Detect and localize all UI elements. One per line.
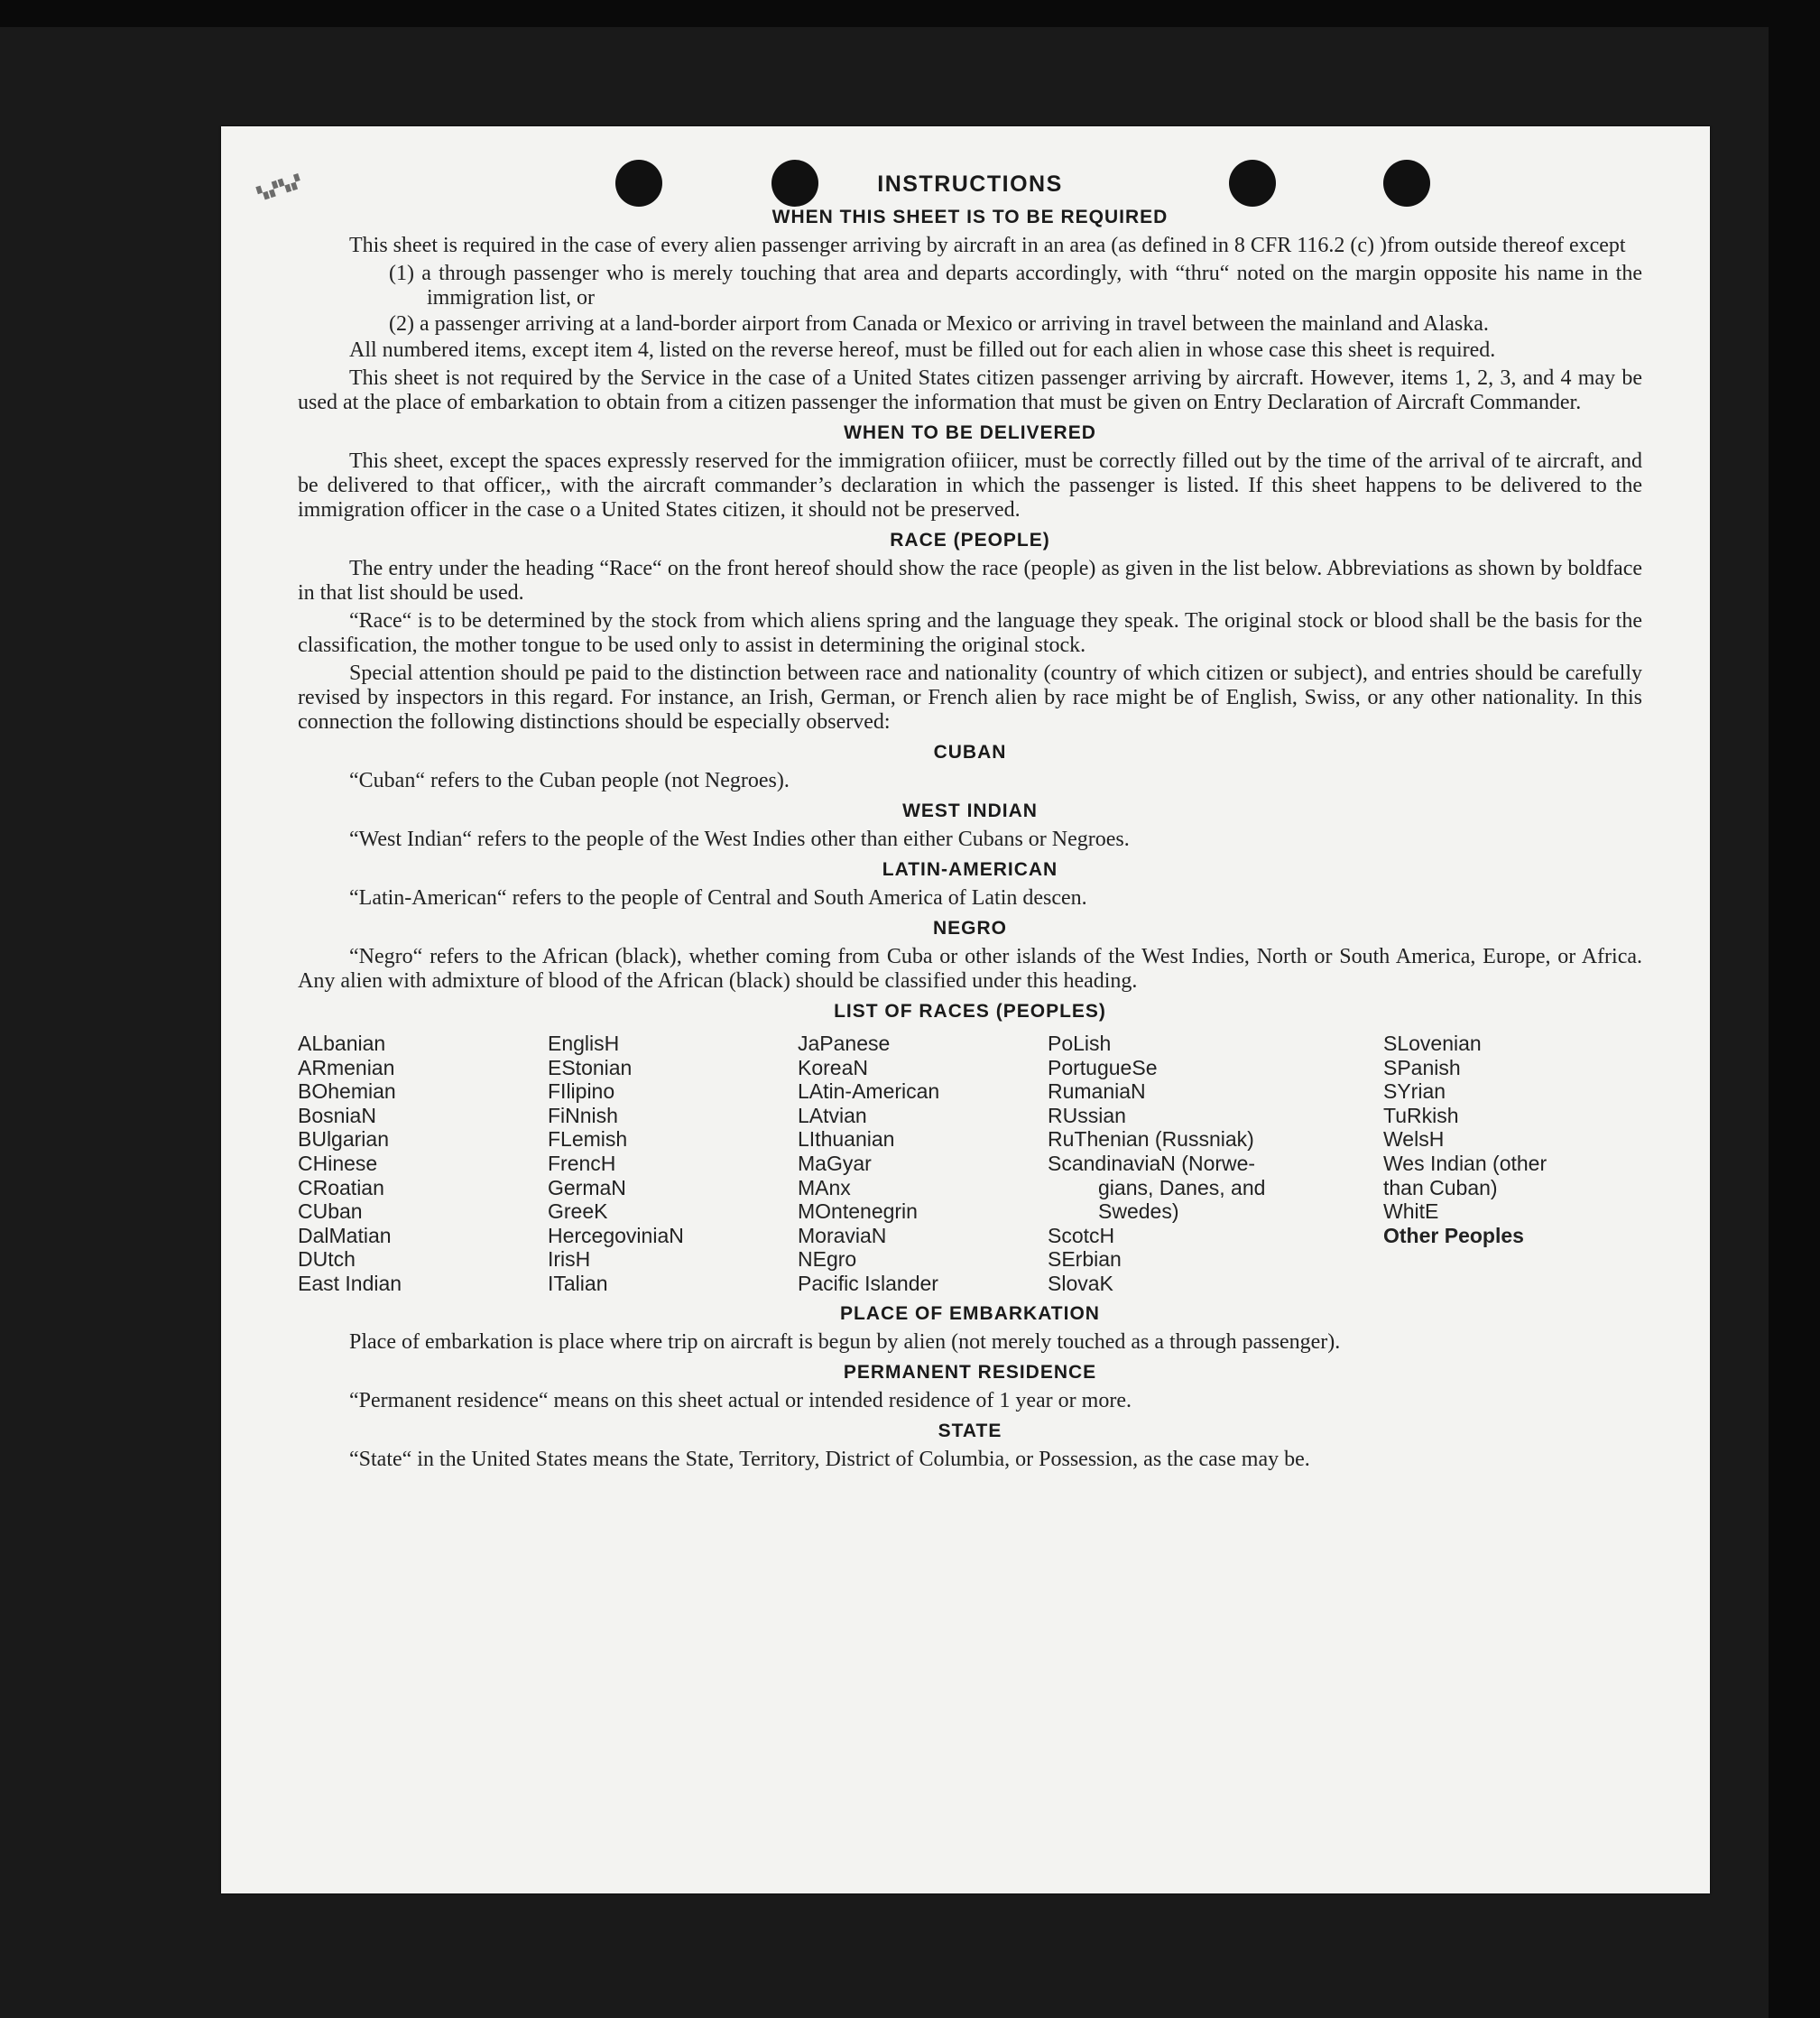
race-entry: CRoatian: [298, 1175, 384, 1199]
race-entry: MoraviaN: [798, 1223, 887, 1247]
race-entry: SPanish: [1383, 1055, 1461, 1079]
race-entry: LIthuanian: [798, 1127, 895, 1152]
race-entry: WelsH: [1383, 1127, 1445, 1152]
race-entry: GermaN: [548, 1175, 626, 1199]
race-entry: DUtch: [298, 1247, 356, 1272]
race-entry: MaGyar: [798, 1151, 872, 1175]
paragraph: “Negro“ refers to the African (black), whether coming from Cuba or other islands of the West Indies, North or South America, Europe, or Africa. Any alien with admixture of blood of the African (black) should be classified under this heading.: [298, 945, 1642, 993]
heading-place-of-embarkation: PLACE OF EMBARKATION: [840, 1302, 1100, 1324]
race-entry: FIlipino: [548, 1079, 615, 1104]
race-entry: ITalian: [548, 1271, 608, 1295]
race-entry: TuRkish: [1383, 1103, 1459, 1127]
race-entry: SYrian: [1383, 1079, 1446, 1104]
race-entry: BosniaN: [298, 1103, 376, 1127]
race-entry: DalMatian: [298, 1223, 392, 1247]
paragraph: This sheet is not required by the Service in the case of a United States citizen passenger arriving by aircraft. However, items 1, 2, 3, and 4 may be used at the place of embarkation to obtain from a citizen passenger the information that must be given on Entry Declaration of Aircraft Commander.: [298, 366, 1642, 414]
paragraph: “Race“ is to be determined by the stock from which aliens spring and the language they speak. The original stock or blood shall be the basis for the classification, the mother tongue to be used only to assist in determining the original stock.: [298, 609, 1642, 657]
scan-border-top: [0, 0, 1820, 27]
races-column-2: [548, 1032, 798, 1296]
races-column-1: [298, 1032, 548, 1296]
race-entry: NEgro: [798, 1247, 857, 1272]
race-entry-continuation: than Cuban): [1383, 1175, 1498, 1199]
race-entry: EStonian: [548, 1055, 633, 1079]
punch-hole: [771, 160, 818, 207]
race-entry: BUlgarian: [298, 1127, 389, 1152]
race-entry: ALbanian: [298, 1032, 386, 1055]
punch-hole: [1229, 160, 1276, 207]
race-entry: SErbian: [1048, 1247, 1122, 1272]
list-item: (1) a through passenger who is merely touching that area and departs accordingly, with “thru“ noted on the margin opposite his name in the immigration list, or: [389, 262, 1642, 310]
race-entry: FiNnish: [548, 1103, 618, 1127]
heading-state: STATE: [938, 1420, 1002, 1441]
heading-list-of-races: LIST OF RACES (PEOPLES): [834, 1001, 1106, 1022]
punch-hole: [1383, 160, 1430, 207]
race-entry: CUban: [298, 1199, 363, 1224]
heading-when-delivered: WHEN TO BE DELIVERED: [844, 422, 1096, 443]
race-entry: RumaniaN: [1048, 1079, 1146, 1104]
heading-permanent-residence: PERMANENT RESIDENCE: [843, 1361, 1097, 1383]
race-entry: HercegoviniaN: [548, 1223, 684, 1247]
races-column-5: [1383, 1032, 1631, 1296]
race-entry: LAtin-American: [798, 1079, 940, 1104]
scan-border-right: [1769, 0, 1820, 2018]
faded-stamp-mark: ▚▞▚▞: [255, 173, 305, 202]
race-entry: ARmenian: [298, 1055, 395, 1079]
paragraph: All numbered items, except item 4, listed on the reverse hereof, must be filled out for each alien in whose case this sheet is required.: [349, 338, 1496, 362]
heading-race: RACE (PEOPLE): [890, 530, 1050, 551]
document-page: [221, 126, 1710, 1893]
race-entry: PortugueSe: [1048, 1055, 1158, 1079]
race-entry: MAnx: [798, 1175, 851, 1199]
race-entry: ScotcH: [1048, 1223, 1115, 1247]
page-title: INSTRUCTIONS: [877, 171, 1063, 197]
paragraph: “West Indian“ refers to the people of the West Indies other than either Cubans or Negroes.: [349, 828, 1130, 851]
punch-hole: [615, 160, 662, 207]
race-entry: RUssian: [1048, 1103, 1126, 1127]
race-entry: East Indian: [298, 1271, 402, 1295]
race-entry: SlovaK: [1048, 1271, 1113, 1295]
paragraph: “Latin-American“ refers to the people of Central and South America of Latin descen.: [349, 886, 1087, 910]
paragraph: Place of embarkation is place where trip on aircraft is begun by alien (not merely touched as a through passenger).: [349, 1329, 1341, 1354]
race-entry: SLovenian: [1383, 1032, 1482, 1055]
race-entry: GreeK: [548, 1199, 608, 1224]
heading-west-indian: WEST INDIAN: [902, 801, 1038, 821]
race-entry: RuThenian (Russniak): [1048, 1127, 1254, 1152]
list-item: (2) a passenger arriving at a land-border airport from Canada or Mexico or arriving in travel between the mainland and Alaska.: [389, 312, 1489, 336]
race-entry: WhitE: [1383, 1199, 1439, 1224]
races-column-3: [798, 1032, 1048, 1296]
race-entry: EnglisH: [548, 1032, 620, 1055]
race-entry: Wes Indian (other: [1383, 1151, 1547, 1175]
heading-when-required: WHEN THIS SHEET IS TO BE REQUIRED: [771, 207, 1169, 227]
races-column-4: [1048, 1032, 1383, 1296]
paragraph: This sheet, except the spaces expressly reserved for the immigration ofiiicer, must be correctly filled out by the time of the arrival of te aircraft, and be delivered to that officer,, with the aircraft commander’s declaration in which the passenger is listed. If this sheet happens to be delivered to the immigration officer in the case o a United States citizen, it should not be preserved.: [298, 449, 1642, 522]
race-entry: FLemish: [548, 1127, 628, 1152]
race-entry-other-peoples: Other Peoples: [1383, 1223, 1524, 1247]
paragraph: “Permanent residence“ means on this sheet actual or intended residence of 1 year or more.: [349, 1388, 1132, 1412]
paragraph: “Cuban“ refers to the Cuban people (not Negroes).: [349, 769, 790, 792]
paragraph: This sheet is required in the case of every alien passenger arriving by aircraft in an area (as defined in 8 CFR 116.2 (c) )from outside thereof except: [349, 234, 1626, 257]
race-entry: Pacific Islander: [798, 1271, 938, 1295]
race-entry: KoreaN: [798, 1055, 868, 1079]
race-entry: IrisH: [548, 1247, 591, 1272]
race-entry: JaPanese: [798, 1032, 891, 1055]
race-entry: CHinese: [298, 1151, 378, 1175]
race-entry: PoLish: [1048, 1032, 1112, 1055]
race-entry-continuation: gians, Danes, and: [1098, 1175, 1266, 1199]
race-entry: BOhemian: [298, 1079, 396, 1104]
race-entry: LAtvian: [798, 1103, 867, 1127]
heading-negro: NEGRO: [932, 918, 1007, 939]
heading-latin-american: LATIN-AMERICAN: [882, 859, 1058, 880]
race-entry: FrencH: [548, 1151, 616, 1175]
paragraph: Special attention should pe paid to the distinction between race and nationality (country of which citizen or subject), and entries should be carefully revised by inspectors in this regard. For instance, an Irish, German, or French alien by race might be of English, Swiss, or any other nationality. In this connection the following distinctions should be especially observed:: [298, 662, 1642, 734]
heading-cuban: CUBAN: [933, 742, 1007, 763]
race-entry: MOntenegrin: [798, 1199, 918, 1224]
races-list: [298, 1032, 1642, 1296]
paragraph: “State“ in the United States means the State, Territory, District of Columbia, or Possession, as the case may be.: [349, 1447, 1310, 1471]
race-entry-continuation: Swedes): [1098, 1199, 1179, 1224]
race-entry: ScandinaviaN (Norwe-: [1048, 1151, 1256, 1175]
paragraph: The entry under the heading “Race“ on the front hereof should show the race (people) as given in the list below. Abbreviations as shown by boldface in that list should be used.: [298, 557, 1642, 605]
